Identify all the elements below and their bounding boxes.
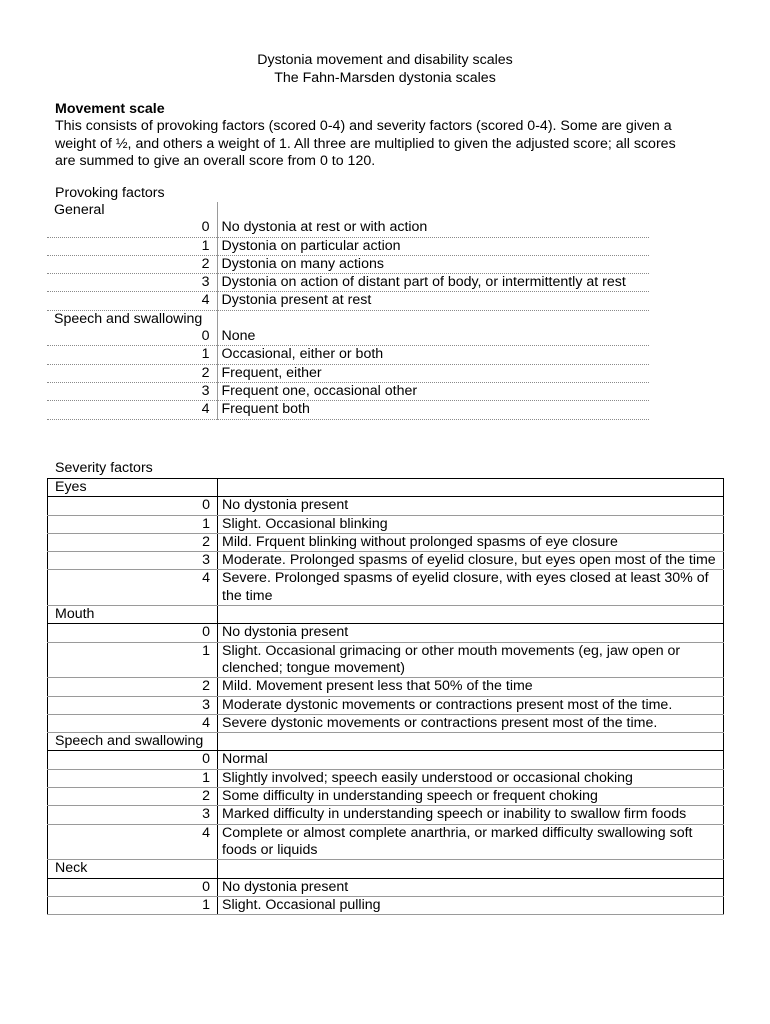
provoking-score-row	[47, 292, 649, 310]
severity-score-description: Slight. Occasional grimacing or other mouth movements (eg, jaw open or clenched; tongue movement)	[218, 642, 724, 678]
severity-group-blank-cell	[218, 479, 724, 497]
severity-score-description: Some difficulty in understanding speech or frequent choking	[218, 788, 724, 806]
severity-score-row	[48, 678, 724, 696]
provoking-score-value: 1	[47, 237, 217, 255]
provoking-group-blank-cell	[217, 310, 649, 328]
provoking-group-label: Speech and swallowing	[54, 310, 203, 327]
severity-score-row	[48, 751, 724, 769]
provoking-factors-table	[47, 202, 649, 420]
provoking-score-description: Frequent, either	[217, 364, 649, 382]
severity-score-description: No dystonia present	[218, 497, 724, 515]
severity-score-row	[48, 769, 724, 787]
provoking-score-description: Dystonia on particular action	[217, 237, 649, 255]
severity-score-row	[48, 788, 724, 806]
severity-group-label: Mouth	[48, 606, 218, 624]
severity-score-value: 0	[48, 497, 218, 515]
severity-score-value: 0	[48, 624, 218, 642]
severity-score-description: Severe. Prolonged spasms of eyelid closure, with eyes closed at least 30% of the time	[218, 570, 724, 606]
severity-score-value: 0	[48, 751, 218, 769]
severity-score-description: Moderate. Prolonged spasms of eyelid closure, but eyes open most of the time	[218, 552, 724, 570]
severity-score-value: 4	[48, 570, 218, 606]
severity-group-label: Neck	[48, 860, 218, 878]
severity-score-row	[48, 896, 724, 914]
document-subtitle: The Fahn-Marsden dystonia scales	[274, 70, 496, 86]
provoking-score-description: No dystonia at rest or with action	[217, 219, 649, 237]
severity-score-row	[48, 570, 724, 606]
provoking-group-label: General	[54, 202, 105, 218]
provoking-score-value: 4	[47, 292, 217, 310]
provoking-score-row	[47, 328, 649, 346]
severity-score-value: 4	[48, 824, 218, 860]
severity-score-description: Normal	[218, 751, 724, 769]
severity-score-description: Mild. Frquent blinking without prolonged spasms of eye closure	[218, 533, 724, 551]
severity-factors-title: Severity factors	[55, 460, 153, 476]
provoking-score-row	[47, 219, 649, 237]
document-title-block	[0, 51, 770, 87]
provoking-score-row	[47, 382, 649, 400]
severity-score-row	[48, 515, 724, 533]
severity-score-value: 1	[48, 769, 218, 787]
provoking-score-description: Frequent one, occasional other	[217, 382, 649, 400]
severity-score-description: Severe dystonic movements or contractions present most of the time.	[218, 714, 724, 732]
provoking-score-description: Frequent both	[217, 401, 649, 419]
severity-group-row	[48, 733, 724, 751]
provoking-score-description: Occasional, either or both	[217, 346, 649, 364]
severity-score-row	[48, 714, 724, 732]
severity-group-row	[48, 860, 724, 878]
severity-group-blank-cell	[218, 860, 724, 878]
severity-score-value: 1	[48, 642, 218, 678]
provoking-score-row	[47, 274, 649, 292]
movement-scale-section	[55, 101, 695, 170]
severity-score-description: No dystonia present	[218, 624, 724, 642]
severity-factors-table	[47, 478, 724, 915]
provoking-score-row	[47, 237, 649, 255]
severity-score-value: 2	[48, 533, 218, 551]
provoking-score-value: 3	[47, 382, 217, 400]
severity-score-row	[48, 497, 724, 515]
provoking-score-row	[47, 401, 649, 419]
provoking-score-value: 4	[47, 401, 217, 419]
severity-score-row	[48, 642, 724, 678]
provoking-score-row	[47, 364, 649, 382]
severity-score-value: 2	[48, 678, 218, 696]
provoking-group-blank-cell	[217, 202, 649, 219]
severity-score-value: 1	[48, 515, 218, 533]
provoking-score-row	[47, 346, 649, 364]
severity-score-description: Mild. Movement present less that 50% of the time	[218, 678, 724, 696]
provoking-group-row	[47, 310, 649, 328]
movement-scale-heading: Movement scale	[55, 101, 165, 117]
provoking-score-value: 0	[47, 328, 217, 346]
severity-score-row	[48, 624, 724, 642]
severity-score-row	[48, 878, 724, 896]
movement-scale-intro: This consists of provoking factors (scored 0-4) and severity factors (scored 0-4). Some are given a weight of ½, and others a weight of 1. All three are multiplied to given the adjusted score; all scores are summed to give an overall score from 0 to 120.	[55, 118, 676, 169]
severity-score-description: No dystonia present	[218, 878, 724, 896]
provoking-score-value: 3	[47, 274, 217, 292]
provoking-score-description: Dystonia present at rest	[217, 292, 649, 310]
provoking-score-row	[47, 255, 649, 273]
provoking-score-value: 2	[47, 364, 217, 382]
severity-score-description: Slight. Occasional pulling	[218, 896, 724, 914]
provoking-score-description: Dystonia on action of distant part of body, or intermittently at rest	[217, 274, 649, 292]
severity-score-value: 3	[48, 552, 218, 570]
provoking-score-description: Dystonia on many actions	[217, 255, 649, 273]
document-title: Dystonia movement and disability scales	[257, 52, 513, 68]
severity-score-description: Slight. Occasional blinking	[218, 515, 724, 533]
provoking-factors-title: Provoking factors	[55, 185, 165, 201]
severity-group-row	[48, 606, 724, 624]
provoking-score-value: 2	[47, 255, 217, 273]
severity-score-value: 3	[48, 806, 218, 824]
severity-score-row	[48, 696, 724, 714]
severity-group-label: Eyes	[48, 479, 218, 497]
severity-score-description: Slightly involved; speech easily understood or occasional choking	[218, 769, 724, 787]
provoking-score-value: 0	[47, 219, 217, 237]
provoking-group-row	[47, 202, 649, 219]
severity-score-row	[48, 552, 724, 570]
severity-score-row	[48, 806, 724, 824]
severity-score-value: 4	[48, 714, 218, 732]
severity-group-row	[48, 479, 724, 497]
severity-score-value: 2	[48, 788, 218, 806]
severity-score-value: 0	[48, 878, 218, 896]
severity-score-description: Moderate dystonic movements or contractions present most of the time.	[218, 696, 724, 714]
severity-group-blank-cell	[218, 733, 724, 751]
severity-score-description: Complete or almost complete anarthria, or marked difficulty swallowing soft foods or liquids	[218, 824, 724, 860]
severity-score-value: 3	[48, 696, 218, 714]
provoking-score-description: None	[217, 328, 649, 346]
severity-group-label: Speech and swallowing	[48, 733, 218, 751]
severity-score-row	[48, 533, 724, 551]
severity-score-value: 1	[48, 896, 218, 914]
severity-score-row	[48, 824, 724, 860]
severity-group-blank-cell	[218, 606, 724, 624]
severity-score-description: Marked difficulty in understanding speech or inability to swallow firm foods	[218, 806, 724, 824]
provoking-score-value: 1	[47, 346, 217, 364]
